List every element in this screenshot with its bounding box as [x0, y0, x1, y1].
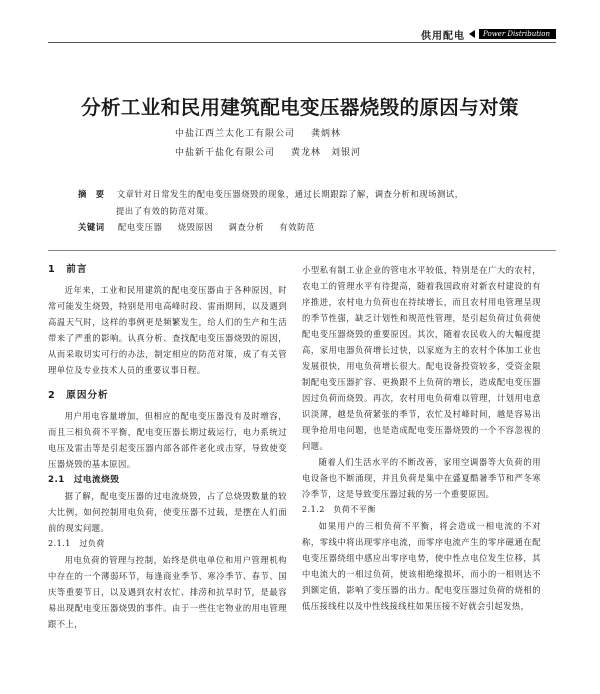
author-block: [175, 125, 475, 163]
keyword: 调查分析: [228, 222, 265, 232]
paragraph: 随着人们生活水平的不断改善，家用空调器等大负荷的用电设备也不断涌现，并且负荷是集中在盛夏酷暑季节和严冬寒冷季节，这是导致变压器过载的另一个重要原因。: [302, 457, 541, 499]
keyword: 烧毁原因: [177, 222, 214, 232]
abstract-text: 文章针对日常发生的配电变压器烧毁的现象，通过长期跟踪了解，调查分析和现场测试，: [116, 189, 464, 199]
abstract: [78, 186, 518, 219]
keyword: 有效防范: [279, 222, 315, 232]
author-names: 龚炳林: [311, 129, 342, 139]
author-names: 黄龙林 刘银河: [291, 148, 362, 158]
paragraph: 如果用户的三相负荷不平衡，将会造成一相电流的不对称，零线中将出现零序电流，而零序电流产生的零序磁通在配电变压器绕组中感应出零序电势，使中性点电位发生位移，其中电流大的一相过负荷，使该相绝缘损坏，而小的一相则达不到额定值，影响了变压器的出力。配电变压器过负荷的烧相的低压接线柱以及中性线接线柱如果压接不好就会引起发热，: [302, 521, 541, 611]
author-row: [175, 125, 475, 144]
abstract-label: 摘 要: [78, 189, 105, 199]
paragraph: 据了解，配电变压器的过电流烧毁，占了总烧毁数量的较大比例，如何控制用电负荷，使变压器不过载，是摆在人们面前的现实问题。: [48, 491, 287, 533]
section-name-en: Power Distribution: [479, 29, 556, 39]
left-column: [48, 262, 287, 632]
paragraph: 近年来，工业和民用建筑的配电变压器由于各种原因，时常可能发生烧毁，特别是用电高峰时段、雷雨期间，以及遇到高温天气时，这样的事例更是频繁发生，给人们的生产和生活带来了严重的影响。认真分析、查找配电变压器烧毁的原因，从而采取切实可行的办法，制定相应的防范对策，成了有关管理单位及专业技术人员的重要议事日程。: [48, 285, 287, 375]
right-column: [302, 262, 541, 614]
paper-title: 分析工业和民用建筑配电变压器烧毁的原因与对策: [81, 96, 519, 119]
abstract-text-cont: 提出了有效的防范对策。: [116, 205, 214, 216]
triangle-icon: [469, 30, 475, 38]
subsubsection-heading-2-1-2: 2.1.2 负荷不平衡: [302, 505, 376, 514]
subsection-heading-2-1: 2.1 过电流烧毁: [48, 475, 120, 485]
paragraph: 小型私有制工业企业的管电水平较低，特别是在广大的农村，农电工的管理水平有待提高，随着我国政府对新农村建设的有序推进，农村电力负荷也在持续增长，而且农村用电管理呈现的季节性强，缺乏计划性和规范性管理，是引起负荷过负荷使配电变压器烧毁的重要原因。其次，随着农民收入的大幅度提高，家用电器负荷增长过快，以家庭为主的农村个体加工业也发展很快，用电负荷增长很大。配电设备投资较多，受资金限制配电变压器扩容、更换跟不上负荷的增长，造成配电变压器因过负荷而烧毁。再次，农村用电负荷难以管理，计划用电意识淡薄，越是负荷紧张的季节，农忙及村峰时间，越是容易出现争抢用电问题，也是造成配电变压器烧毁的一个不容忽视的问题。: [302, 265, 541, 451]
keyword: 配电变压器: [117, 222, 163, 232]
author-org: 中盐江西兰太化工有限公司: [175, 129, 296, 139]
keywords: [78, 219, 518, 235]
author-row: [175, 144, 475, 163]
paragraph: 用户用电容量增加，但相应的配电变压器没有及时增容，而且三相负荷不平衡，配电变压器长期过载运行，电力系统过电压及雷击等是引起变压器内部各部件老化或击穿，导致使变压器烧毁的基本原因。: [48, 411, 287, 469]
abstract-rule: [48, 250, 556, 251]
keywords-label: 关键词: [78, 222, 105, 232]
section-name: 供用配电: [421, 30, 466, 42]
paragraph: 用电负荷的管理与控制，始终是供电单位和用户管理机构中存在的一个薄弱环节，每逢商业季节、寒冷季节、春节、国庆等重要节日，以及遇到农村农忙、排涝和抗旱时节，是最容易出现配电变压器烧毁的事件。由于一些住宅物业的用电管理跟不上，: [48, 555, 287, 629]
section-heading-2: 2 原因分析: [48, 390, 109, 401]
author-org: 中盐新干盐化有限公司: [175, 148, 276, 158]
running-header: [421, 28, 556, 40]
subsubsection-heading-2-1-1: 2.1.1 过负荷: [48, 539, 105, 548]
section-heading-1: 1 前言: [48, 264, 88, 275]
header-rule: [48, 42, 556, 43]
